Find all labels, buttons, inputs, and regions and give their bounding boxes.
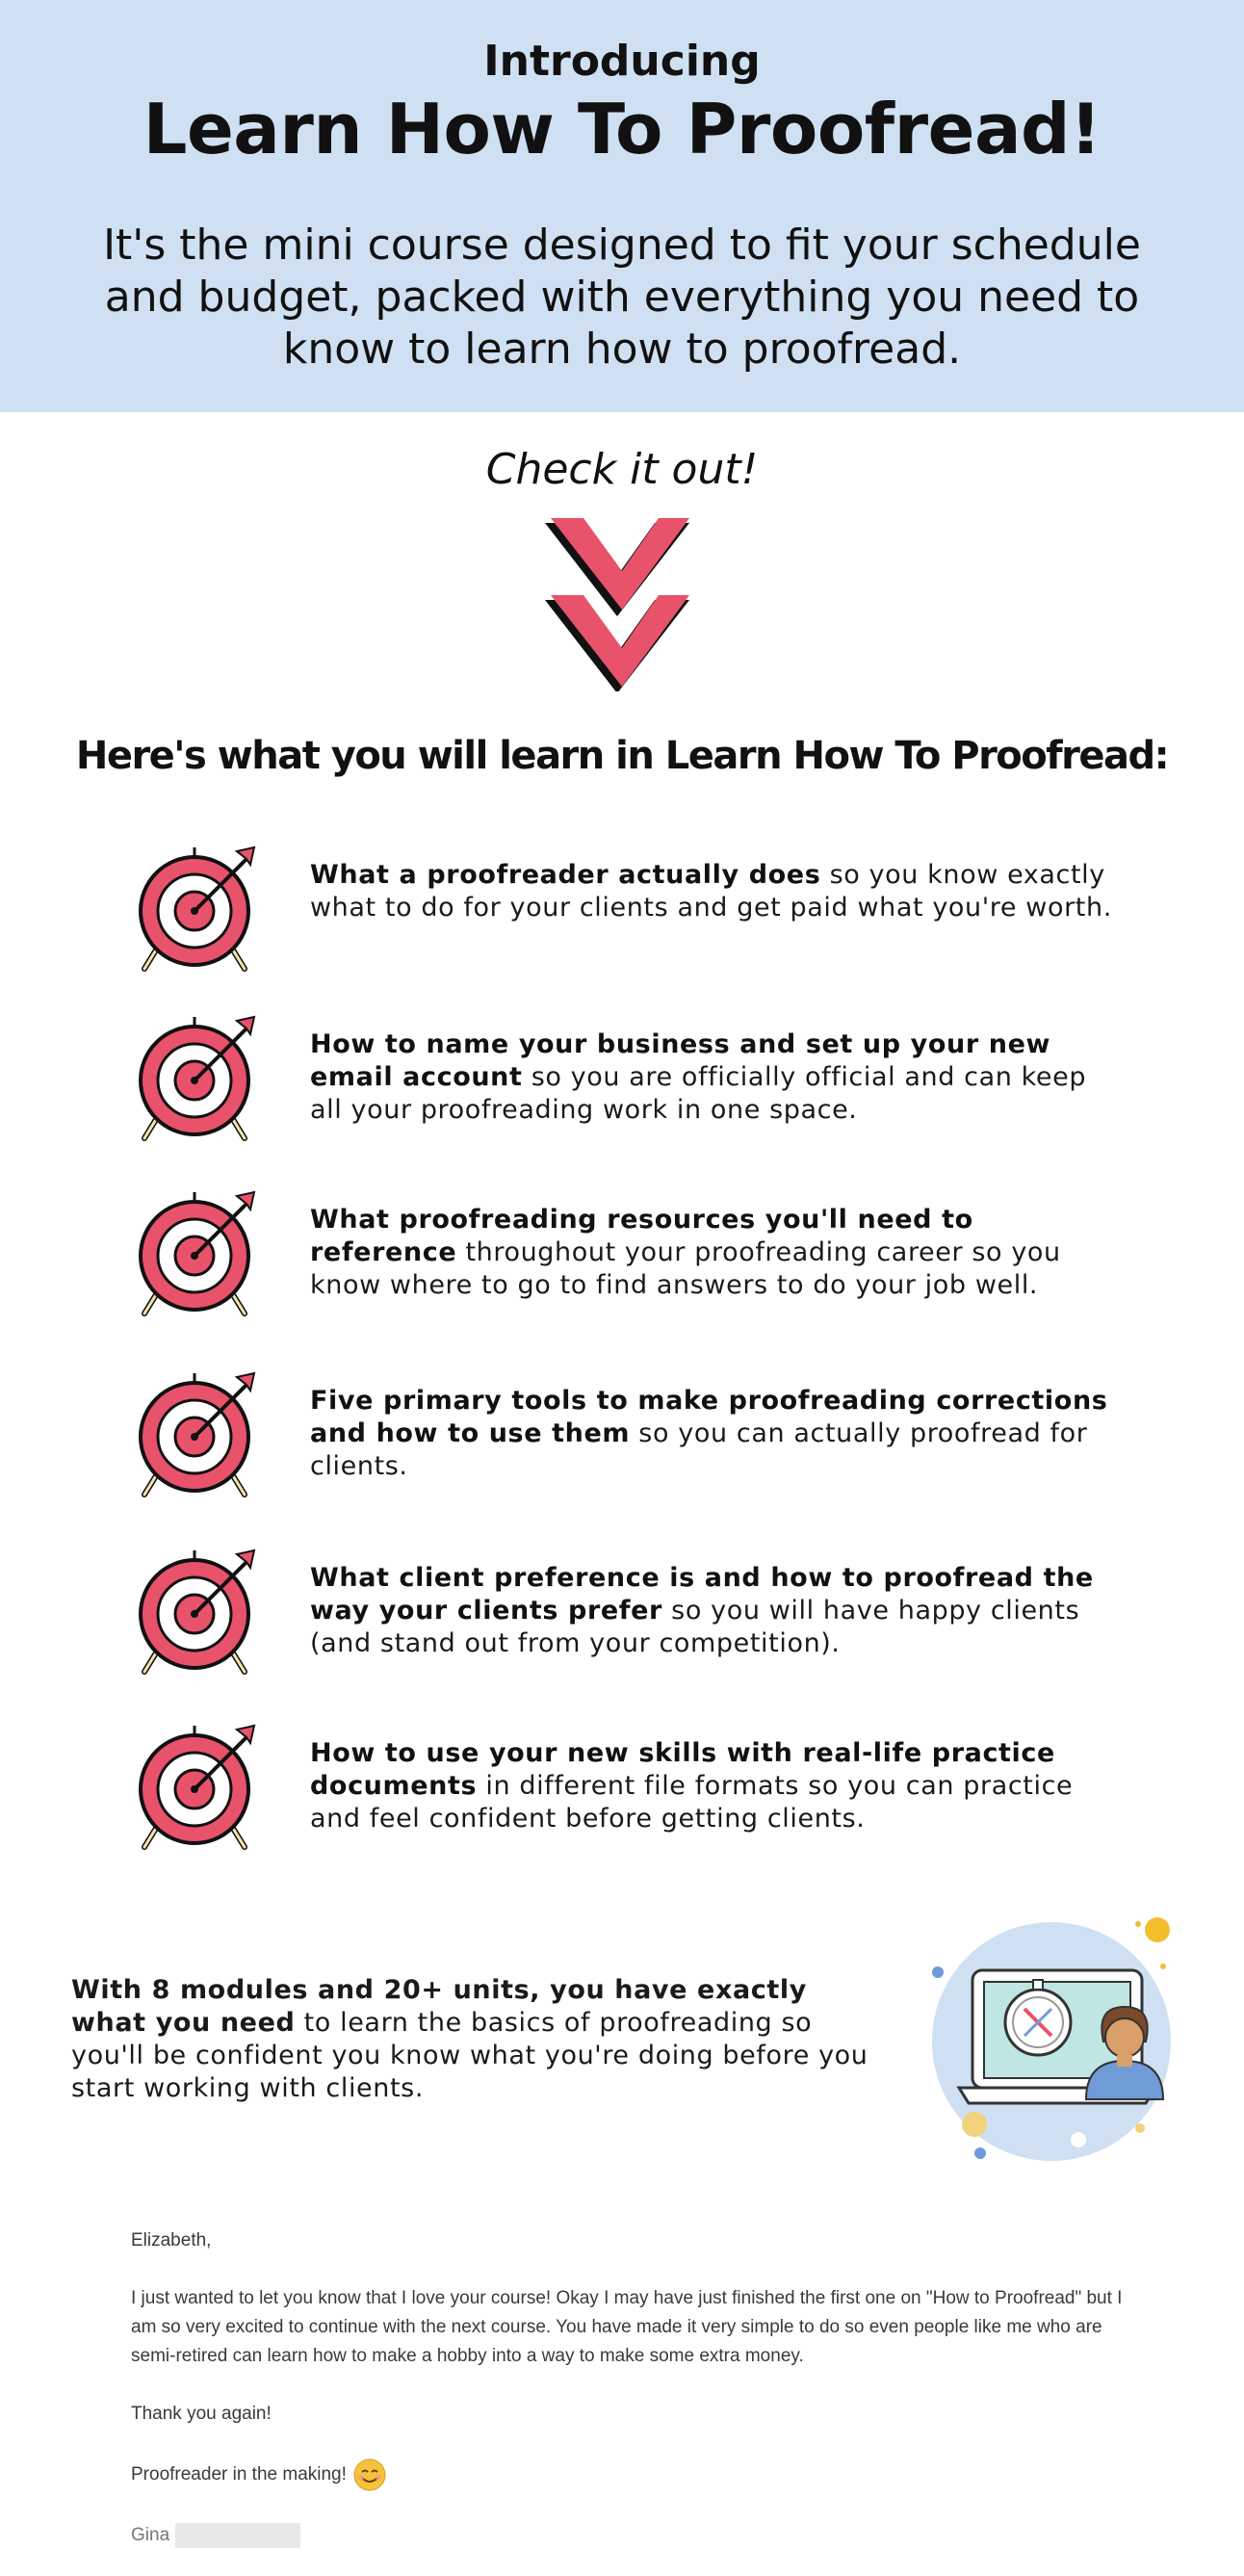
learn-item-rest: so you are officially official and can keep all your proofreading work in one space. <box>310 1062 1087 1125</box>
testimonial-signoff: Proofreader in the making! <box>131 2464 347 2485</box>
target-arrow-icon <box>133 1547 260 1678</box>
course-summary <box>71 1974 880 2105</box>
learn-item-text <box>310 1562 1119 1660</box>
learn-item <box>0 1547 1244 1691</box>
learn-item <box>0 1013 1244 1158</box>
double-chevron-down-icon[interactable] <box>545 518 689 691</box>
learn-item-text <box>310 1028 1119 1127</box>
learn-item-text <box>310 1737 1119 1835</box>
testimonial-name: Gina <box>131 2525 170 2545</box>
learn-item <box>0 1369 1244 1514</box>
testimonial-signoff-line <box>131 2458 1152 2492</box>
learn-item-bold: Five primary tools to make proofreading corrections and how to use them <box>310 1386 1108 1448</box>
learn-item-rest: so you will have happy clients (and stand out from your competition). <box>310 1596 1080 1658</box>
learn-item-rest: so you know exactly what to do for your clients and get paid what you're worth. <box>310 860 1112 923</box>
testimonial-email <box>131 2226 1152 2550</box>
learn-item-bold: What a proofreader actually does <box>310 860 821 890</box>
testimonial-signature <box>131 2521 1152 2550</box>
hero-banner <box>0 0 1244 412</box>
hero-title: Learn How To Proofread! <box>143 89 1101 169</box>
learn-item-rest: so you can actually proofread for clients. <box>310 1418 1088 1481</box>
testimonial-body: I just wanted to let you know that I love your course! Okay I may have just finished the first one on "How to Proofread" but I am so very excited to continue with the next course. You have made it very simple to do so even people like me who are semi-retired can learn how to make a hobby into a way to make some extra money. <box>131 2288 1123 2366</box>
hero-subtitle: It's the mini course designed to fit your schedule and budget, packed with everything you need to know to learn how to proofread. <box>103 221 1141 374</box>
learn-item-rest: in different file formats so you can practice and feel confident before getting clients. <box>310 1771 1074 1834</box>
learn-item-text <box>310 859 1119 924</box>
target-icon-wrap <box>133 1188 260 1319</box>
testimonial-greeting: Elizabeth, <box>131 2230 212 2251</box>
learn-item-bold: What client preference is and how to proofread the way your clients prefer <box>310 1563 1094 1626</box>
learn-item-text <box>310 1204 1119 1302</box>
target-icon-wrap <box>133 1013 260 1144</box>
learn-item <box>0 844 1244 988</box>
target-icon-wrap <box>133 1722 260 1853</box>
summary-bold: With 8 modules and 20+ units, you have exactly what you need <box>71 1975 807 2038</box>
target-icon-wrap <box>133 1369 260 1500</box>
testimonial-thanks: Thank you again! <box>131 2404 272 2424</box>
laptop-compass-person-illustration <box>924 1911 1179 2165</box>
target-arrow-icon <box>133 1722 260 1853</box>
smiling-face-emoji-icon <box>352 2458 387 2492</box>
target-arrow-icon <box>133 844 260 975</box>
learn-item <box>0 1722 1244 1866</box>
redacted-surname <box>175 2523 300 2548</box>
target-arrow-icon <box>133 1369 260 1500</box>
summary-rest: to learn the basics of proofreading so you'll be confident you know what you're doing before you start working with clients. <box>71 2008 868 2103</box>
target-arrow-icon <box>133 1013 260 1144</box>
learn-item-rest: throughout your proofreading career so you know where to go to find answers to do your job well. <box>310 1237 1061 1300</box>
check-it-out-text: Check it out! <box>485 445 759 494</box>
target-arrow-icon <box>133 1188 260 1319</box>
learn-item-bold: What proofreading resources you'll need to reference <box>310 1205 973 1267</box>
target-icon-wrap <box>133 844 260 975</box>
learn-item-text <box>310 1385 1119 1483</box>
learn-item-bold: How to name your business and set up your new email account <box>310 1029 1051 1092</box>
target-icon-wrap <box>133 1547 260 1678</box>
learn-item <box>0 1188 1244 1333</box>
learn-heading: Here's what you will learn in Learn How To Proofread: <box>75 734 1169 778</box>
learn-item-bold: How to use your new skills with real-life practice documents <box>310 1738 1055 1801</box>
hero-kicker: Introducing <box>483 37 761 86</box>
